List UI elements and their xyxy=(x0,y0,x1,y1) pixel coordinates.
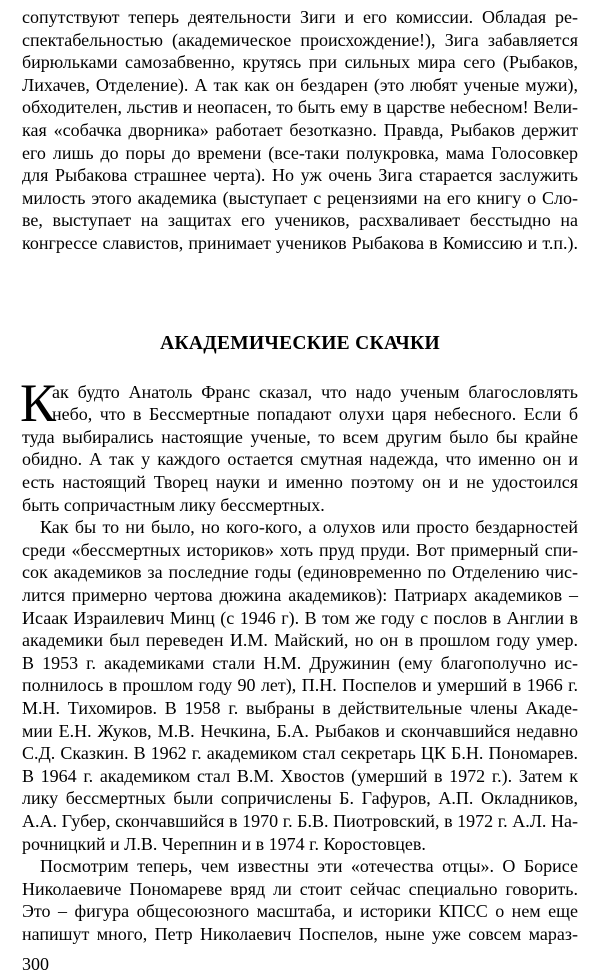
section-heading: АКАДЕМИЧЕСКИЕ СКАЧКИ xyxy=(160,332,440,354)
text-line: Лихачев, Отделение). А так как он бездарен (это любят ученые мужи), xyxy=(22,74,578,95)
text-line: полнилось в прошлом году 90 лет), П.Н. Поспелов и умерший в 1966 г. xyxy=(22,675,578,696)
text-line: небо, что в Бессмертные попадают олухи царя небесного. Если б xyxy=(52,404,578,425)
text-line: А.А. Губер, скончавшийся в 1970 г. Б.В. Пиотровский, в 1972 г. А.Л. На- xyxy=(22,811,578,831)
text-line: бирюльками самозабвенно, крутясь при сильных мира сего (Рыбаков, xyxy=(22,52,578,73)
text-line: среди «бессмертных историков» хоть пруд пруди. Вот примерный спи- xyxy=(22,539,578,560)
text-line: лику бессмертных были сопричислены Б. Гафуров, А.П. Окладников, xyxy=(22,788,578,809)
text-line: академики был переведен И.М. Майский, но он в прошлом году умер. xyxy=(22,630,578,651)
text-line: обидно. А так у каждого остается смутная надежда, что именно он и xyxy=(22,449,578,470)
text-line: Посмотрим теперь, чем известны эти «отечества отцы». О Борисе xyxy=(40,856,578,877)
text-line: туда выбирались настоящие ученые, то всем другим было бы крайне xyxy=(22,426,578,447)
text-line: С.Д. Сказкин. В 1962 г. академиком стал секретарь ЦК Б.Н. Пономарев. xyxy=(22,743,578,764)
text-line: сопутствуют теперь деятельности Зиги и его комиссии. Обладая ре- xyxy=(22,7,578,27)
text-line: М.Н. Тихомиров. В 1958 г. выбраны в действительные члены Акаде- xyxy=(22,698,578,718)
text-line: ак будто Анатоль Франс сказал, что надо ученым благословлять xyxy=(52,381,578,402)
text-line: мии Е.Н. Жуков, М.В. Нечкина, Б.А. Рыбаков и скончавшийся недавно xyxy=(22,720,578,741)
text-line: обходителен, льстив и неопасен, то быть ему в царстве небесном! Вели- xyxy=(22,97,578,118)
text-line: милость этого академика (выступает с рецензиями на его книгу о Сло- xyxy=(22,187,578,208)
text-line: В 1953 г. академиками стали Н.М. Дружинин (ему благополучно ис- xyxy=(22,652,578,673)
text-line: Как бы то ни было, но кого-кого, а олухов или просто бездарностей xyxy=(40,517,578,538)
text-line: В 1964 г. академиком стал В.М. Хвостов (умерший в 1972 г.). Затем к xyxy=(22,765,578,786)
text-line: его лишь до поры до времени (все-таки полукровка, мама Голосовкер xyxy=(22,142,578,163)
text-line: ве, выступает на защитах его учеников, расхваливает бесстыдно на xyxy=(22,210,578,231)
text-line: кая «собачка дворника» работает безотказно. Правда, Рыбаков держит xyxy=(22,120,578,140)
text-line: Это – фигура общесоюзного масштаба, и историки КПСС о нем еще xyxy=(22,901,578,922)
text-line: лится примерно чертова дюжина академиков): Патриарх академиков – xyxy=(22,585,578,605)
text-line: быть сопричастным лику бессмертных. xyxy=(22,494,325,515)
text-line: рочницкий и Л.В. Черепнин и в 1974 г. Коростовцев. xyxy=(22,833,426,854)
text-line: конгрессе славистов, принимает учеников Рыбакова в Комиссию и т.п.). xyxy=(22,233,578,253)
text-line: для Рыбакова страшнее черта). Но уж очень Зига старается заслужить xyxy=(22,165,578,186)
text-line: спектабельностью (академическое происхождение!), Зига забавляется xyxy=(22,29,578,50)
drop-cap: К xyxy=(20,372,57,433)
text-line: сок академиков за последние годы (единовременно по Отделению чис- xyxy=(22,562,578,583)
text-line: Исаак Израилевич Минц (с 1946 г). В том же году с послов в Англии в xyxy=(22,607,578,628)
text-line: напишут много, Петр Николаевич Поспелов, ныне уже совсем мараз- xyxy=(22,924,578,944)
text-line: есть настоящий Творец науки и именно поэтому он и не удостоился xyxy=(22,472,578,492)
text-line: Николаевиче Пономареве вряд ли стоит сейчас специально говорить. xyxy=(22,878,578,899)
page-number: 300 xyxy=(22,953,49,974)
